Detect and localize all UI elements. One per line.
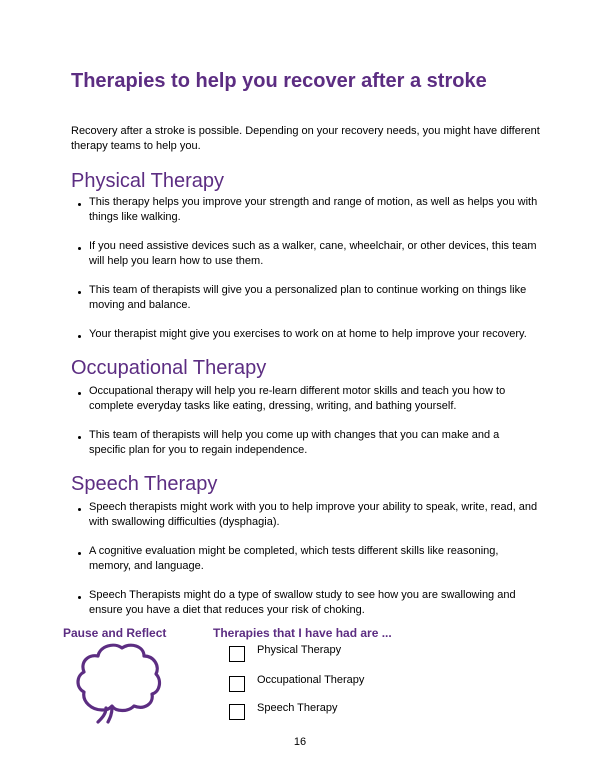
pause-and-reflect-title: Pause and Reflect <box>63 626 167 640</box>
occupational-therapy-checkbox[interactable] <box>229 676 245 692</box>
list-item: Occupational therapy will help you re-learn different motor skills and teach you how to complete everyday tasks like eating, dressing, writing, and bathing yourself. <box>78 384 538 414</box>
physical-therapy-list <box>78 195 538 356</box>
checklist-label: Occupational Therapy <box>257 674 365 686</box>
list-item: A cognitive evaluation might be completed, which tests different skills like reasoning, memory, and language. <box>78 544 538 574</box>
list-item: This therapy helps you improve your strength and range of motion, as well as helps you with things like walking. <box>78 195 538 225</box>
checklist-label: Physical Therapy <box>257 644 342 656</box>
list-item: Your therapist might give you exercises to work on at home to help improve your recovery. <box>78 327 538 342</box>
page-number: 16 <box>293 736 307 748</box>
list-item: This team of therapists will help you come up with changes that you can make and a specific plan for you to regain independence. <box>78 428 538 458</box>
occupational-therapy-heading: Occupational Therapy <box>71 357 267 379</box>
speech-therapy-heading: Speech Therapy <box>71 473 218 495</box>
list-item: Speech therapists might work with you to help improve your ability to speak, write, read, and with swallowing difficulties (dysphagia). <box>78 500 538 530</box>
speech-therapy-list <box>78 500 538 632</box>
checklist-label: Speech Therapy <box>257 702 338 714</box>
speech-therapy-checkbox[interactable] <box>229 704 245 720</box>
intro-paragraph: Recovery after a stroke is possible. Depending on your recovery needs, you might have different therapy teams to help you. <box>71 125 540 152</box>
physical-therapy-heading: Physical Therapy <box>71 170 225 192</box>
checklist-title: Therapies that I have had are ... <box>213 626 392 640</box>
list-item: If you need assistive devices such as a walker, cane, wheelchair, or other devices, this team will help you learn how to use them. <box>78 239 538 269</box>
occupational-therapy-list <box>78 384 538 472</box>
list-item: This team of therapists will give you a personalized plan to continue working on things like moving and balance. <box>78 283 538 313</box>
physical-therapy-checkbox[interactable] <box>229 646 245 662</box>
page-title: Therapies to help you recover after a stroke <box>71 70 487 92</box>
brain-icon <box>72 640 162 724</box>
list-item: Speech Therapists might do a type of swallow study to see how you are swallowing and ensure you have a diet that reduces your risk of choking. <box>78 588 538 618</box>
